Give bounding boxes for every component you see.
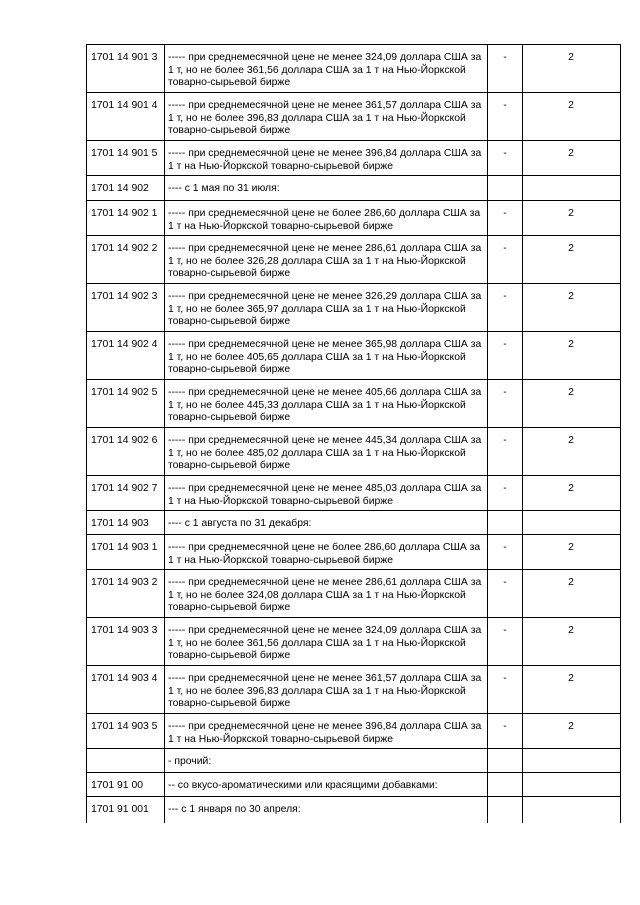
duty-rate-primary: - — [503, 721, 507, 732]
goods-description: ----- при среднемесячной цене не менее 485,03 доллара США за 1 т на Нью-Йоркской товарно-сырьевой бирже — [168, 483, 482, 507]
goods-description: -- со вкусо-ароматическими или красящими добавками: — [168, 780, 438, 791]
duty-rate-primary: - — [503, 673, 507, 684]
duty-rate-primary: - — [503, 625, 507, 636]
duty-rate-primary: - — [503, 542, 507, 553]
tariff-code: 1701 14 902 5 — [91, 387, 158, 398]
row-separator — [86, 475, 620, 476]
duty-rate-secondary: 2 — [568, 291, 574, 302]
table-row — [0, 427, 640, 471]
goods-description: ---- с 1 мая по 31 июля: — [168, 183, 280, 194]
duty-rate-primary: - — [503, 243, 507, 254]
duty-rate-secondary: 2 — [568, 721, 574, 732]
duty-rate-secondary: 2 — [568, 100, 574, 111]
tariff-code: 1701 14 902 1 — [91, 208, 158, 219]
row-separator — [86, 510, 620, 511]
table-row — [0, 200, 640, 240]
table-row — [0, 796, 640, 836]
duty-rate-secondary: 2 — [568, 577, 574, 588]
row-separator — [86, 796, 620, 797]
duty-rate-secondary: 2 — [568, 148, 574, 159]
goods-description: ----- при среднемесячной цене не менее 286,61 доллара США за 1 т, но не более 324,08 доллара США за 1 т на Нью-Йоркской товарно-сырьевой бирже — [168, 577, 482, 613]
goods-description: ----- при среднемесячной цене не более 286,60 доллара США за 1 т на Нью-Йоркской товарно-сырьевой бирже — [168, 542, 481, 566]
tariff-code: 1701 14 903 2 — [91, 577, 158, 588]
tariff-code: 1701 14 903 3 — [91, 625, 158, 636]
row-separator — [86, 427, 620, 428]
row-separator — [86, 175, 620, 176]
row-separator — [86, 140, 620, 141]
duty-rate-primary: - — [503, 339, 507, 350]
duty-rate-primary: - — [503, 577, 507, 588]
row-separator — [86, 569, 620, 570]
table-row — [0, 235, 640, 279]
row-separator — [86, 331, 620, 332]
goods-description: ----- при среднемесячной цене не менее 324,09 доллара США за 1 т, но не более 361,56 доллара США за 1 т на Нью-Йоркской товарно-сырьевой бирже — [168, 625, 482, 661]
table-row — [0, 617, 640, 661]
tariff-code: 1701 14 902 6 — [91, 435, 158, 446]
table-row — [0, 569, 640, 613]
tariff-code: 1701 14 901 3 — [91, 52, 158, 63]
duty-rate-primary: - — [503, 483, 507, 494]
table-row — [0, 140, 640, 180]
duty-rate-secondary: 2 — [568, 673, 574, 684]
table-row — [0, 331, 640, 375]
table-row — [0, 713, 640, 753]
table-row — [0, 665, 640, 709]
row-separator — [86, 617, 620, 618]
table-row — [0, 44, 640, 88]
duty-rate-secondary: 2 — [568, 435, 574, 446]
goods-description: ----- при среднемесячной цене не менее 361,57 доллара США за 1 т, но не более 396,83 доллара США за 1 т на Нью-Йоркской товарно-сырьевой бирже — [168, 100, 482, 136]
row-separator — [86, 92, 620, 93]
row-separator — [86, 200, 620, 201]
row-separator — [86, 713, 620, 714]
tariff-code: 1701 91 001 — [91, 804, 149, 815]
row-separator — [86, 379, 620, 380]
tariff-code: 1701 14 903 1 — [91, 542, 158, 553]
duty-rate-secondary: 2 — [568, 483, 574, 494]
tariff-code: 1701 14 903 4 — [91, 673, 158, 684]
duty-rate-primary: - — [503, 52, 507, 63]
goods-description: ----- при среднемесячной цене не менее 361,57 доллара США за 1 т, но не более 396,83 доллара США за 1 т на Нью-Йоркской товарно-сырьевой бирже — [168, 673, 482, 709]
tariff-code: 1701 14 902 2 — [91, 243, 158, 254]
goods-description: - прочий: — [168, 756, 212, 767]
duty-rate-secondary: 2 — [568, 208, 574, 219]
tariff-code: 1701 14 902 4 — [91, 339, 158, 350]
goods-description: ----- при среднемесячной цене не менее 405,66 доллара США за 1 т, но не более 445,33 доллара США за 1 т на Нью-Йоркской товарно-сырьевой бирже — [168, 387, 482, 423]
duty-rate-secondary: 2 — [568, 339, 574, 350]
duty-rate-primary: - — [503, 148, 507, 159]
goods-description: ----- при среднемесячной цене не менее 286,61 доллара США за 1 т, но не более 326,28 доллара США за 1 т на Нью-Йоркской товарно-сырьевой бирже — [168, 243, 482, 279]
table-row — [0, 283, 640, 327]
tariff-code: 1701 14 903 — [91, 518, 149, 529]
tariff-code: 1701 14 902 7 — [91, 483, 158, 494]
goods-description: ----- при среднемесячной цене не менее 445,34 доллара США за 1 т, но не более 485,02 доллара США за 1 т на Нью-Йоркской товарно-сырьевой бирже — [168, 435, 482, 471]
row-separator — [86, 283, 620, 284]
tariff-code: 1701 14 903 5 — [91, 721, 158, 732]
goods-description: --- с 1 января по 30 апреля: — [168, 804, 301, 815]
goods-description: ----- при среднемесячной цене не менее 396,84 доллара США за 1 т на Нью-Йоркской товарно-сырьевой бирже — [168, 721, 482, 745]
duty-rate-primary: - — [503, 387, 507, 398]
goods-description: ----- при среднемесячной цене не более 286,60 доллара США за 1 т на Нью-Йоркской товарно-сырьевой бирже — [168, 208, 481, 232]
duty-rate-primary: - — [503, 208, 507, 219]
goods-description: ----- при среднемесячной цене не менее 365,98 доллара США за 1 т, но не более 405,65 доллара США за 1 т на Нью-Йоркской товарно-сырьевой бирже — [168, 339, 482, 375]
row-separator — [86, 748, 620, 749]
row-separator — [86, 772, 620, 773]
duty-rate-secondary: 2 — [568, 387, 574, 398]
duty-rate-secondary: 2 — [568, 625, 574, 636]
row-separator — [86, 665, 620, 666]
duty-rate-secondary: 2 — [568, 243, 574, 254]
goods-description: ----- при среднемесячной цене не менее 396,84 доллара США за 1 т на Нью-Йоркской товарно-сырьевой бирже — [168, 148, 482, 172]
tariff-code: 1701 14 902 3 — [91, 291, 158, 302]
table-row — [0, 92, 640, 136]
duty-rate-secondary: 2 — [568, 52, 574, 63]
goods-description: ----- при среднемесячной цене не менее 326,29 доллара США за 1 т, но не более 365,97 доллара США за 1 т на Нью-Йоркской товарно-сырьевой бирже — [168, 291, 482, 327]
duty-rate-primary: - — [503, 435, 507, 446]
row-separator — [86, 534, 620, 535]
table-row — [0, 475, 640, 515]
tariff-code: 1701 14 901 5 — [91, 148, 158, 159]
duty-rate-primary: - — [503, 100, 507, 111]
table-row — [0, 534, 640, 574]
tariff-code: 1701 91 00 — [91, 780, 144, 791]
row-separator — [86, 235, 620, 236]
goods-description: ----- при среднемесячной цене не менее 324,09 доллара США за 1 т, но не более 361,56 доллара США за 1 т на Нью-Йоркской товарно-сырьевой бирже — [168, 52, 482, 88]
goods-description: ---- с 1 августа по 31 декабря: — [168, 518, 312, 529]
table-row — [0, 379, 640, 423]
duty-rate-primary: - — [503, 291, 507, 302]
duty-rate-secondary: 2 — [568, 542, 574, 553]
tariff-code: 1701 14 902 — [91, 183, 149, 194]
tariff-code: 1701 14 901 4 — [91, 100, 158, 111]
